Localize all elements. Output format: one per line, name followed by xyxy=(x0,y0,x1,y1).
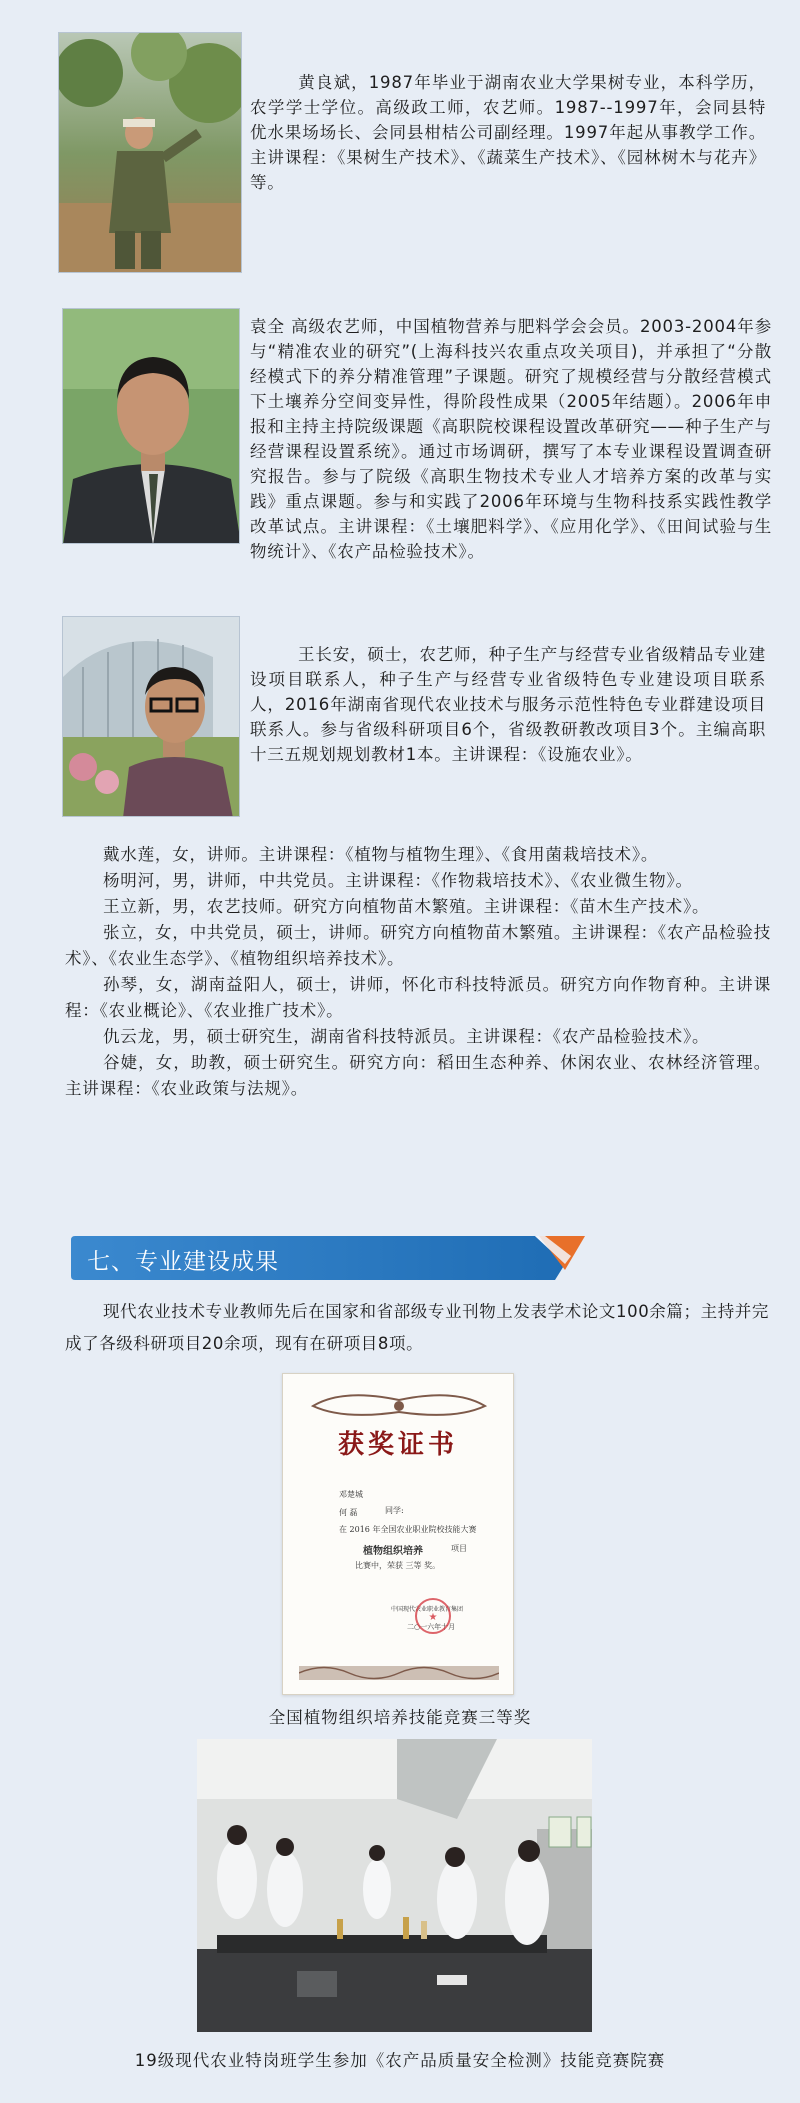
list-item: 张立，女，中共党员，硕士，讲师。研究方向植物苗木繁殖。主讲课程：《农产品检验技术》、《农业生态学》、《植物组织培养技术》。 xyxy=(65,923,771,968)
certificate-line1: 在 2016 年全国农业职业院校技能大赛 xyxy=(339,1525,477,1534)
certificate-greeting: 同学: xyxy=(385,1506,404,1515)
list-item: 王立新，男，农艺技师。研究方向植物苗木繁殖。主讲课程：《苗木生产技术》。 xyxy=(103,897,710,916)
award-certificate-image xyxy=(282,1373,514,1695)
profile-photo-huang xyxy=(58,32,242,273)
certificate-issuer: 中国现代农业职业教育集团 xyxy=(391,1606,464,1613)
certificate-event: 植物组织培养 xyxy=(363,1546,423,1557)
svg-text:★: ★ xyxy=(428,1612,438,1623)
list-item: 谷婕，女，助教，硕士研究生。研究方向：稻田生态种养、休闲农业、农林经济管理。主讲课程：《农业政策与法规》。 xyxy=(65,1053,771,1098)
list-item: 杨明河，男，讲师，中共党员。主讲课程：《作物栽培技术》、《农业微生物》。 xyxy=(103,871,693,890)
section-title: 七、专业建设成果 xyxy=(87,1249,279,1275)
list-item: 孙琴，女，湖南益阳人，硕士，讲师，怀化市科技特派员。研究方向作物育种。主讲课程：《农业概论》、《农业推广技术》。 xyxy=(65,975,771,1020)
red-seal-icon xyxy=(413,1596,453,1636)
ornament-border-icon xyxy=(283,1386,515,1426)
lab-scene-image xyxy=(197,1739,592,2032)
achievement-paragraph: 现代农业技术专业教师先后在国家和省部级专业刊物上发表学术论文100余篇；主持并完成了各级科研项目20余项，现有在研项目8项。 xyxy=(65,1302,769,1353)
certificate-caption: 全国植物组织培养技能竞赛三等奖 xyxy=(268,1708,532,1727)
text-wrap-spacer xyxy=(60,314,250,558)
profile-photo-wang xyxy=(62,616,240,817)
ornament-footer-icon xyxy=(299,1662,499,1684)
section-banner xyxy=(65,1234,585,1284)
list-item: 戴水莲，女，讲师。主讲课程：《植物与植物生理》、《食用菌栽培技术》。 xyxy=(103,845,659,864)
profile-bio-yuan: 袁全 高级农艺师，中国植物营养与肥料学会会员。2003-2004年参与“精准农业的研究”(上海科技兴农重点攻关项目)，并承担了“分散经模式下的养分精准管理”子课题。研究了规模经营与分散经营模式下土壤养分空间变异性，得阶段性成果（2005年结题）。2006年申报和主持主持院级课题《高职院校课程设置改革研究——种子生产与经营课程设置系统》。通过市场调研，撰写了本专业课程设置调查研究报告。参与了院级《高职生物技术专业人才培养方案的改革与实践》重点课题。参与和实践了2006年环境与生物科技系实践性教学改革试点。主讲课程：《土壤肥料学》、《应用化学》、《田间试验与生物统计》、《农产品检验技术》。 xyxy=(60,314,772,564)
profile-bio-huang: 黄良斌，1987年毕业于湖南农业大学果树专业，本科学历，农学学士学位。高级政工师，农艺师。1987--1997年，会同县特优水果场场长、会同县柑桔公司副经理。1997年起从事教学工作。主讲课程：《果树生产技术》、《蔬菜生产技术》、《园林树木与花卉》等。 xyxy=(250,73,766,192)
certificate-title: 获奖证书 xyxy=(337,1430,458,1460)
profile-bio-wang: 王长安，硕士，农艺师，种子生产与经营专业省级精品专业建设项目联系人，种子生产与经营专业省级特色专业建设项目联系人，2016年湖南省现代农业技术与服务示范性特色专业群建设项目联系人。参与省级科研项目6个，省级教研教改项目3个。主编高职十三五规划规划教材1本。主讲课程：《设施农业》。 xyxy=(250,645,766,764)
lab-photo-caption: 19级现代农业特岗班学生参加《农产品质量安全检测》技能竞赛院赛 xyxy=(134,2051,666,2070)
orchard-portrait-image xyxy=(59,33,242,273)
certificate-date: 二○一六年十月 xyxy=(407,1623,456,1631)
teacher-list xyxy=(65,842,771,1102)
greenhouse-portrait-image xyxy=(63,617,240,817)
list-item: 仇云龙，男，硕士研究生，湖南省科技特派员。主讲课程：《农产品检验技术》。 xyxy=(103,1027,710,1046)
certificate-event-suffix: 项目 xyxy=(451,1544,467,1553)
certificate-names: 邓楚城 何 磊 xyxy=(339,1490,363,1517)
certificate-line3: 比赛中，荣获 三等 奖。 xyxy=(355,1561,441,1570)
lab-competition-photo xyxy=(197,1739,592,2032)
